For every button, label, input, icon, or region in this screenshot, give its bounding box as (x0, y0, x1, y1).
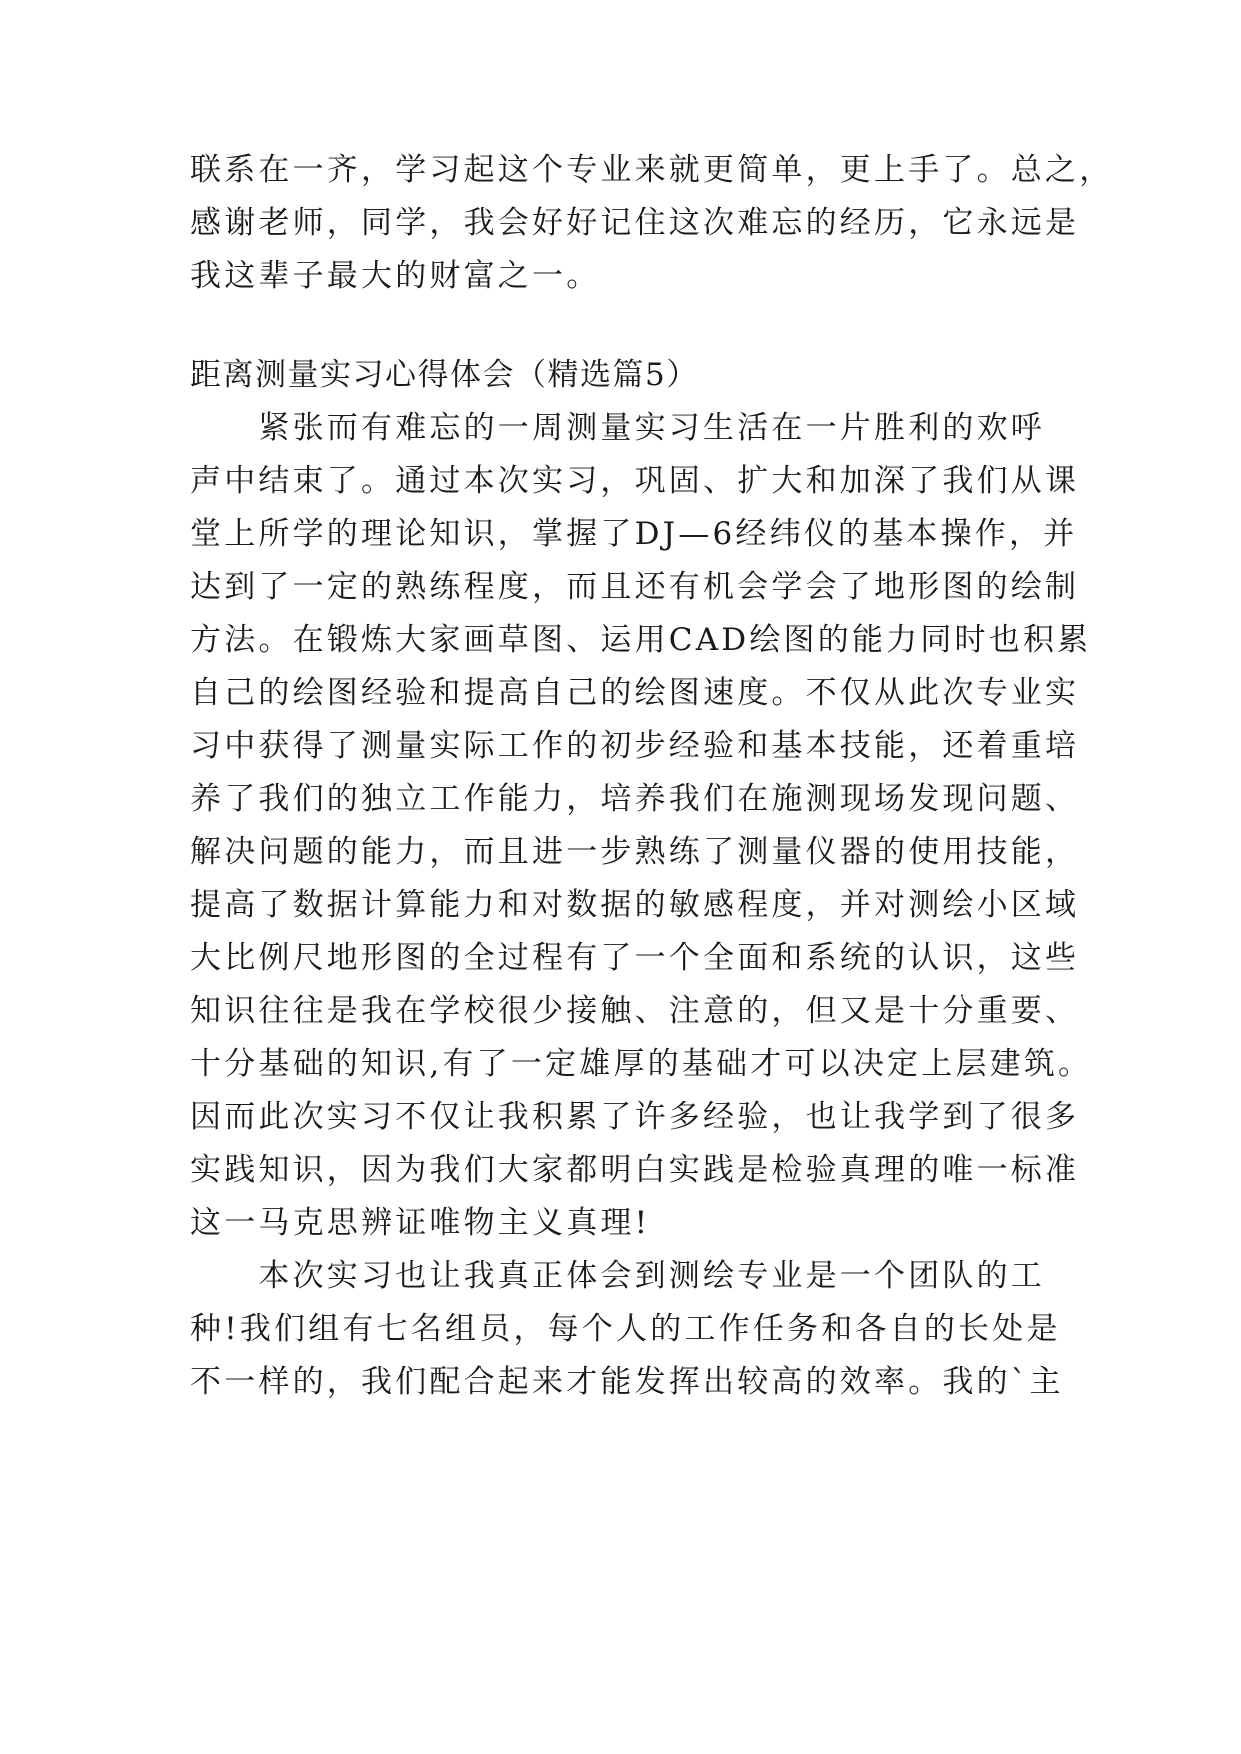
text-line: 本次实习也让我真正体会到测绘专业是一个团队的工 (190, 1258, 1045, 1294)
text-line: 不一样的，我们配合起来才能发挥出较高的效率。我的`主 (190, 1364, 1064, 1400)
text-line: 达到了一定的熟练程度，而且还有机会学会了地形图的绘制 (190, 569, 1080, 605)
text-line: 大比例尺地形图的全过程有了一个全面和系统的认识，这些 (190, 940, 1080, 976)
section-heading: 距离测量实习心得体会（精选篇5） (190, 357, 699, 393)
text-line: 紧张而有难忘的一周测量实习生活在一片胜利的欢呼 (190, 410, 1045, 446)
text-line: 我这辈子最大的财富之一。 (190, 258, 601, 294)
text-line: 这一马克思辨证唯物主义真理! (190, 1205, 651, 1241)
text-line: 提高了数据计算能力和对数据的敏感程度，并对测绘小区域 (190, 887, 1080, 923)
text-line: 养了我们的独立工作能力，培养我们在施测现场发现问题、 (190, 781, 1080, 817)
text-line: 声中结束了。通过本次实习，巩固、扩大和加深了我们从课 (190, 463, 1080, 499)
text-line: 因而此次实习不仅让我积累了许多经验，也让我学到了很多 (190, 1099, 1080, 1135)
text-line: 习中获得了测量实际工作的初步经验和基本技能，还着重培 (190, 728, 1080, 764)
text-line: 方法。在锻炼大家画草图、运用CAD绘图的能力同时也积累 (190, 622, 1092, 658)
text-line: 知识往往是我在学校很少接触、注意的，但又是十分重要、 (190, 993, 1080, 1029)
text-line: 联系在一齐，学习起这个专业来就更简单，更上手了。总之， (190, 152, 1114, 188)
text-line: 感谢老师，同学，我会好好记住这次难忘的经历，它永远是 (190, 205, 1080, 241)
text-line: 十分基础的知识,有了一定雄厚的基础才可以决定上层建筑。 (190, 1046, 1093, 1082)
text-line: 种!我们组有七名组员，每个人的工作任务和各自的长处是 (190, 1311, 1061, 1347)
text-line: 实践知识，因为我们大家都明白实践是检验真理的唯一标准 (190, 1152, 1080, 1188)
text-line: 自己的绘图经验和提高自己的绘图速度。不仅从此次专业实 (190, 675, 1080, 711)
text-line: 堂上所学的理论知识，掌握了DJ—6经纬仪的基本操作，并 (190, 516, 1078, 552)
text-line: 解决问题的能力，而且进一步熟练了测量仪器的使用技能， (190, 834, 1080, 870)
